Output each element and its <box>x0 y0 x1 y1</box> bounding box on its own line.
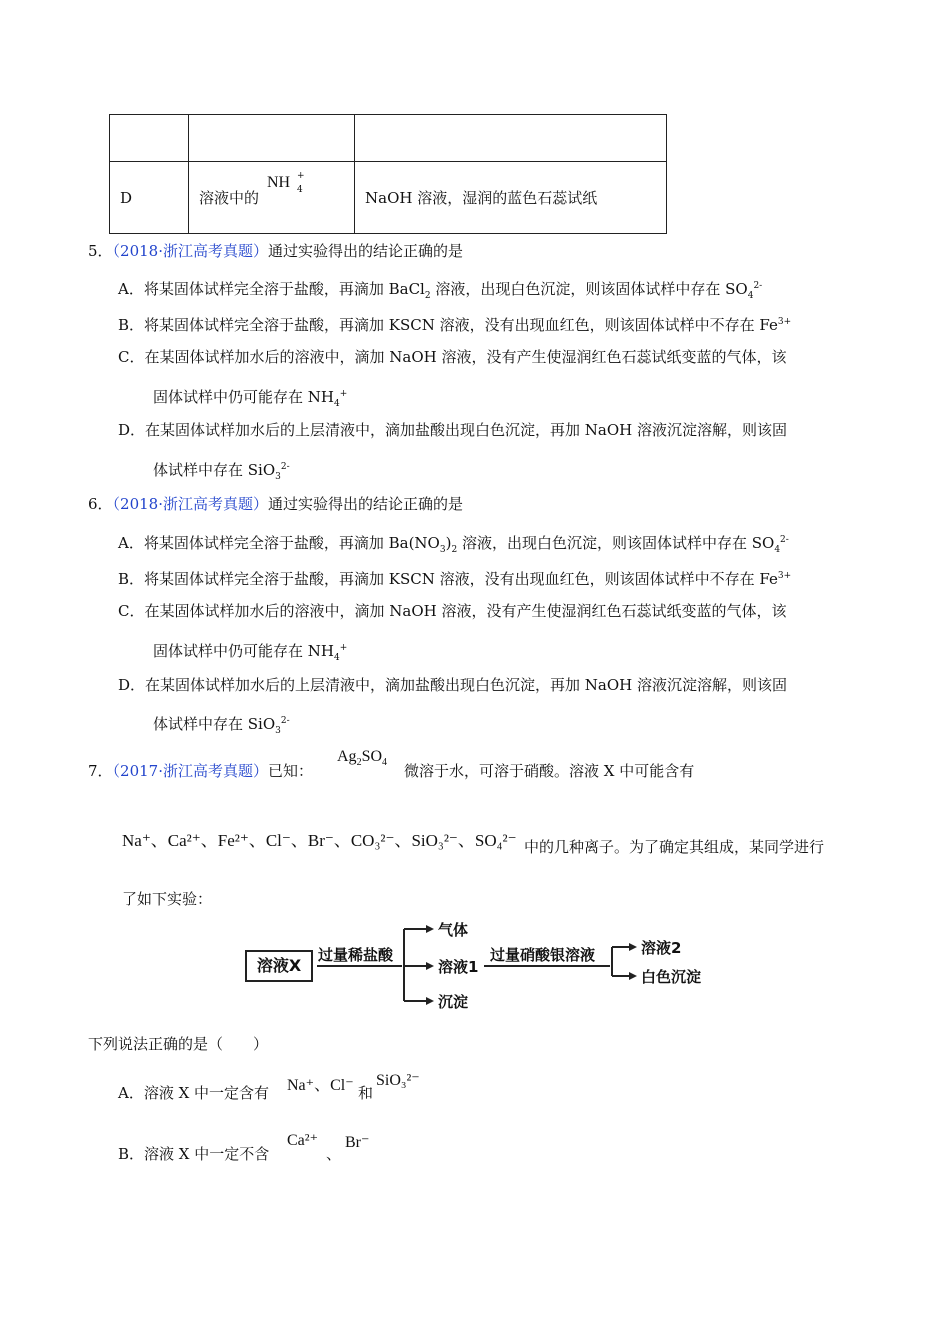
q7-option-a: A．溶液 X 中一定含有 <box>118 1084 270 1102</box>
cell-condition: 溶液中的 NH + 4 <box>189 162 355 234</box>
source-tag: （2018·浙江高考真题） <box>112 242 268 260</box>
q6-option-a: A．将某固体试样完全溶于盐酸，再滴加 $Ba(NO_3)_2$ 溶液，出现白色沉淀，则该固体试样中存在 $SO_4^{2-}$ <box>118 534 789 555</box>
q5-option-c-cont: 固体试样中仍可能存在 $NH_4^+$ <box>153 388 348 409</box>
q6-option-d-cont: 体试样中存在 SiO$_3^{2-}$ <box>153 715 290 736</box>
q5-option-b: B．将某固体试样完全溶于盐酸，再滴加 KSCN 溶液，没有出现血红色，则该固体试样中不存在 $Fe^{3+}$ <box>118 316 792 334</box>
q7-b-ion1: Ca²⁺ <box>287 1132 319 1149</box>
q7-a-ion2: SiO₃²⁻ <box>376 1072 420 1089</box>
q7-b-ion2: Br⁻ <box>345 1134 370 1151</box>
table-row <box>110 115 667 162</box>
output-solution2: 溶液2 <box>641 939 682 957</box>
output-gas: 气体 <box>438 921 469 939</box>
solution-x-box: 溶液X <box>245 950 313 982</box>
q7-option-b: B．溶液 X 中一定不含 <box>118 1145 270 1163</box>
q5-option-d: D．在某固体试样加水后的上层清液中，滴加盐酸出现白色沉淀，再加 NaOH 溶液沉淀溶解，则该固 <box>118 421 788 439</box>
q7-ions-tail: 中的几种离子。为了确定其组成，某同学进行 <box>524 838 825 856</box>
question-5: 5．（2018·浙江高考真题）通过实验得出的结论正确的是 <box>88 242 464 260</box>
q5-option-d-cont: 体试样中存在 SiO$_3^{2-}$ <box>153 461 290 482</box>
source-tag: （2017·浙江高考真题） <box>112 762 268 780</box>
question-7: 7．（2017·浙江高考真题）已知： <box>88 762 314 780</box>
output-precipitate: 沉淀 <box>438 993 469 1011</box>
source-tag: （2018·浙江高考真题） <box>112 495 268 513</box>
step1-label: 过量稀盐酸 <box>318 946 394 964</box>
q7-stem-post: 微溶于水，可溶于硝酸。溶液 X 中可能含有 <box>404 762 695 780</box>
output-solution1: 溶液1 <box>438 958 479 976</box>
q6-option-b: B．将某固体试样完全溶于盐酸，再滴加 KSCN 溶液，没有出现血红色，则该固体试样中不存在 $Fe^{3+}$ <box>118 570 792 588</box>
options-table <box>109 114 667 234</box>
q7-b-sep: 、 <box>326 1145 342 1163</box>
q5-option-a: A．将某固体试样完全溶于盐酸，再滴加 BaCl$_2$ 溶液，出现白色沉淀，则该固体试样中存在 $SO_4^{2-}$ <box>118 280 763 301</box>
q6-option-d: D．在某固体试样加水后的上层清液中，滴加盐酸出现白色沉淀，再加 NaOH 溶液沉淀溶解，则该固 <box>118 676 788 694</box>
row-label: D <box>110 162 189 234</box>
cell-reagent: NaOH 溶液，湿润的蓝色石蕊试纸 <box>355 162 667 234</box>
question-6: 6．（2018·浙江高考真题）通过实验得出的结论正确的是 <box>88 495 464 513</box>
q7-line3: 了如下实验： <box>122 890 213 908</box>
q7-a-ions: Na⁺、Cl⁻ <box>287 1077 354 1094</box>
ion-list: Na⁺、Ca²⁺、Fe²⁺、Cl⁻、Br⁻、CO₃²⁻、SiO₃²⁻、SO₄²⁻ <box>122 831 517 850</box>
q6-option-c: C．在某固体试样加水后的溶液中，滴加 NaOH 溶液，没有产生使湿润红色石蕊试纸变蓝的气体，该 <box>118 602 787 620</box>
step2-label: 过量硝酸银溶液 <box>490 946 596 964</box>
output-white-precipitate: 白色沉淀 <box>641 968 702 986</box>
experiment-flowchart <box>242 916 717 1020</box>
q7-prompt: 下列说法正确的是（ ） <box>88 1035 269 1053</box>
q5-option-c: C．在某固体试样加水后的溶液中，滴加 NaOH 溶液，没有产生使湿润红色石蕊试纸变蓝的气体，该 <box>118 348 787 366</box>
q6-option-c-cont: 固体试样中仍可能存在 $NH_4^+$ <box>153 642 348 663</box>
q7-a-and: 和 <box>358 1084 374 1102</box>
ag2so4-formula: $Ag_2SO_4$ <box>337 748 388 769</box>
table-row <box>110 162 667 234</box>
